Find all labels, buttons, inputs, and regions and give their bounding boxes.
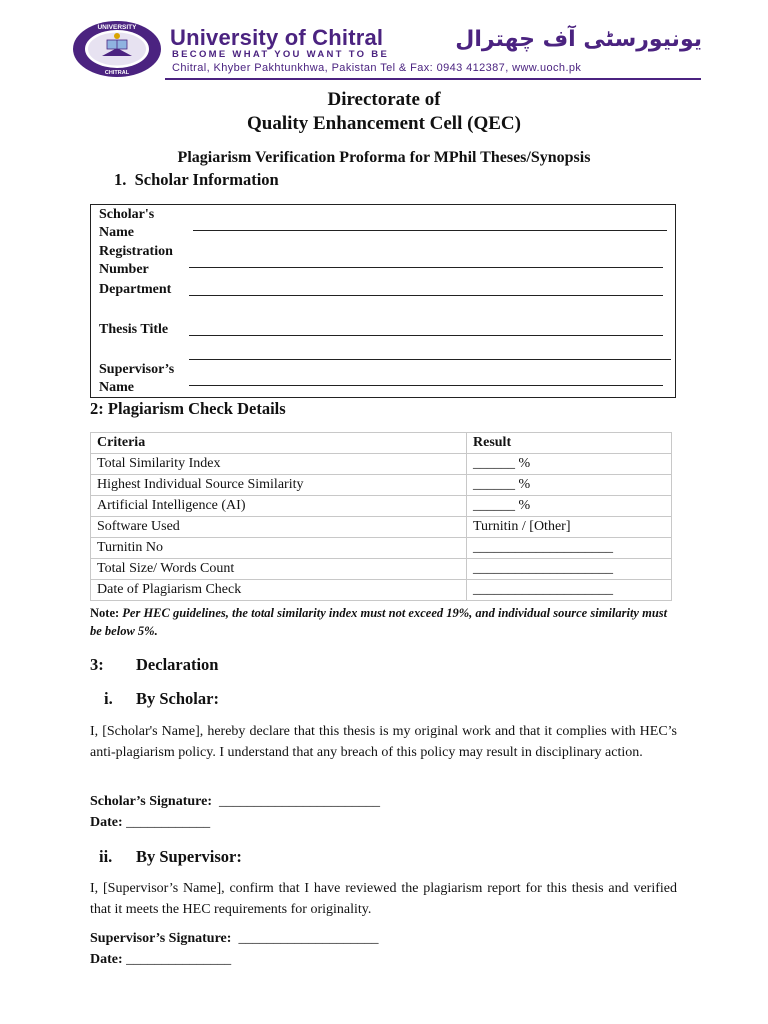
table-row xyxy=(91,454,672,475)
scholar-info-box xyxy=(90,204,676,398)
table-row xyxy=(91,580,672,601)
by-scholar-numeral: i. xyxy=(104,689,113,708)
criteria-cell: Date of Plagiarism Check xyxy=(91,580,467,601)
thesis-title-label: Thesis Title xyxy=(99,322,169,337)
university-tagline: BECOME WHAT YOU WANT TO BE xyxy=(172,49,390,60)
scholar-declaration-text: I, [Scholar's Name], hereby declare that this thesis is my original work and that it complies with HEC’s anti-plagiarism policy. I understand that any breach of this policy may result in disciplinary action. xyxy=(90,724,677,760)
scholar-signature-row xyxy=(90,794,380,810)
university-address: Chitral, Khyber Pakhtunkhwa, Pakistan Tel & Fax: 0943 412387, www.uoch.pk xyxy=(172,62,582,74)
table-header-row xyxy=(91,433,672,454)
thesis-title-field-line-2[interactable] xyxy=(189,359,671,360)
section-1-title: Scholar Information xyxy=(134,170,279,189)
by-supervisor-heading xyxy=(99,847,242,867)
criteria-cell: Highest Individual Source Similarity xyxy=(91,475,467,496)
table-row xyxy=(91,538,672,559)
qec-heading: Quality Enhancement Cell (QEC) xyxy=(247,113,521,134)
section-3-heading xyxy=(90,655,219,675)
directorate-heading: Directorate of xyxy=(327,89,441,110)
result-cell[interactable]: Turnitin / [Other] xyxy=(467,517,672,538)
supervisor-date-label: Date: xyxy=(90,952,123,967)
thesis-title-field[interactable] xyxy=(189,335,663,336)
section-3-number: 3: xyxy=(90,655,104,674)
letterhead-rule xyxy=(165,78,701,80)
section-1-heading xyxy=(114,170,279,190)
result-cell[interactable]: ____________________ xyxy=(467,559,672,580)
by-supervisor-title: By Supervisor: xyxy=(136,847,242,866)
result-cell[interactable]: ____________________ xyxy=(467,538,672,559)
result-cell[interactable]: ______ % xyxy=(467,454,672,475)
supervisor-name-field[interactable] xyxy=(189,385,663,386)
supervisor-declaration-text: I, [Supervisor’s Name], confirm that I have reviewed the plagiarism report for this thesis and verified that it meets the HEC requirements for originality. xyxy=(90,881,677,917)
by-supervisor-numeral: ii. xyxy=(99,847,113,866)
scholar-name-label: Scholar's Name xyxy=(99,207,155,240)
logo-ring-top: UNIVERSITY xyxy=(97,24,137,31)
registration-number-field[interactable] xyxy=(189,267,663,268)
by-scholar-heading xyxy=(104,689,219,709)
table-row xyxy=(91,475,672,496)
department-field[interactable] xyxy=(189,295,663,296)
university-logo xyxy=(72,20,162,78)
scholar-signature-label: Scholar’s Signature: xyxy=(90,794,212,809)
university-name-urdu: یونیورسٹی آف چھترال xyxy=(455,27,702,52)
note-text: Per HEC guidelines, the total similarity index must not exceed 19%, and individual source similarity must be below 5%. xyxy=(90,606,668,638)
section-2-heading: 2: Plagiarism Check Details xyxy=(90,399,286,418)
criteria-cell: Artificial Intelligence (AI) xyxy=(91,496,467,517)
table-row xyxy=(91,517,672,538)
registration-number-label: Registration Number xyxy=(99,244,173,277)
scholar-date-label: Date: xyxy=(90,815,123,830)
supervisor-signature-field[interactable]: ____________________ xyxy=(238,931,379,946)
criteria-header: Criteria xyxy=(91,433,467,454)
supervisor-signature-row xyxy=(90,931,378,947)
supervisor-name-label: Supervisor’s Name xyxy=(99,362,175,395)
result-cell[interactable]: ______ % xyxy=(467,475,672,496)
department-label: Department xyxy=(99,282,172,297)
hec-note xyxy=(90,604,680,640)
university-name: University of Chitral xyxy=(170,25,384,50)
note-label: Note: xyxy=(90,606,120,620)
plagiarism-check-table xyxy=(90,432,672,601)
result-cell[interactable]: ____________________ xyxy=(467,580,672,601)
scholar-date-field[interactable]: ____________ xyxy=(126,815,211,830)
criteria-cell: Total Similarity Index xyxy=(91,454,467,475)
result-cell[interactable]: ______ % xyxy=(467,496,672,517)
supervisor-signature-label: Supervisor’s Signature: xyxy=(90,931,232,946)
logo-ring-bottom: CHITRAL xyxy=(104,70,130,76)
supervisor-date-row xyxy=(90,952,231,968)
result-header: Result xyxy=(467,433,672,454)
section-1-number: 1. xyxy=(114,170,127,189)
supervisor-date-field[interactable]: _______________ xyxy=(126,952,232,967)
by-scholar-title: By Scholar: xyxy=(136,689,219,708)
criteria-cell: Software Used xyxy=(91,517,467,538)
scholar-date-row xyxy=(90,815,210,831)
table-row xyxy=(91,559,672,580)
form-title: Plagiarism Verification Proforma for MPhil Theses/Synopsis xyxy=(177,149,591,166)
section-3-title: Declaration xyxy=(136,655,219,674)
table-row xyxy=(91,496,672,517)
scholar-name-field[interactable] xyxy=(193,230,667,231)
criteria-cell: Total Size/ Words Count xyxy=(91,559,467,580)
criteria-cell: Turnitin No xyxy=(91,538,467,559)
scholar-signature-field[interactable]: _______________________ xyxy=(218,794,380,809)
